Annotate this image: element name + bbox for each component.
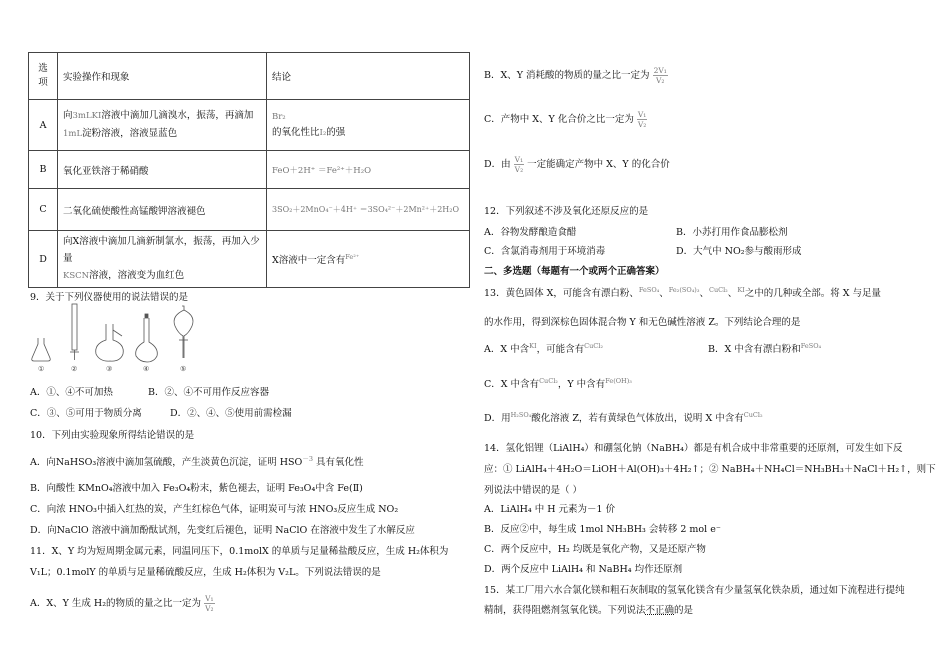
table-row-a (29, 100, 470, 151)
row-d-option: D (29, 231, 58, 288)
row-d-conclusion (267, 231, 470, 288)
q13-option-b (708, 341, 821, 355)
q13-a-formula1: KI (529, 341, 537, 350)
q13-sep3: 、 (727, 288, 738, 299)
row-d-con-formula: Fe²⁺ (345, 252, 360, 261)
table-row-b (29, 151, 470, 189)
q13-formula1: FeSO₄ (638, 285, 660, 294)
q11-c-text: C．产物中 X、Y 化合价之比一定为 (484, 114, 634, 125)
label-2: ② (71, 365, 78, 372)
q13-option-c (484, 376, 632, 390)
label-4: ④ (143, 365, 150, 372)
q12-option-c: C．含氯消毒剂用于环境消毒 (484, 246, 606, 257)
q14-option-d: D．两个反应中 LiAlH₄ 和 NaBH₄ 均作还原剂 (484, 564, 683, 575)
q11-d-denominator: V₂ (514, 165, 524, 174)
q15-text1: 精制，获得阻燃剂氢氧化镁。下列说法 (484, 605, 646, 616)
q13-sep2: 、 (699, 288, 709, 299)
table-row-c (29, 189, 470, 231)
volumetric-flask-icon (136, 314, 158, 362)
q13-text2: 之中的几种或全部。将 X 与足量 (744, 288, 882, 299)
separatory-funnel-icon (174, 306, 193, 358)
burette-icon (70, 304, 79, 360)
q12-option-a: A．谷物发酵酿造食醋 (484, 227, 577, 238)
q15-stem-line2 (484, 602, 693, 616)
row-b-option: B (29, 151, 58, 189)
q14-option-c: C．两个反应中，H₂ 均既是氧化产物，又是还原产物 (484, 544, 706, 555)
q10-option-a (30, 454, 364, 468)
q11-b-fraction (653, 66, 668, 85)
q11-b-text: B．X、Y 消耗酸的物质的量之比一定为 (484, 70, 650, 81)
q11-d-text2: 一定能确定产物中 X、Y 的化合价 (527, 159, 670, 170)
q11-a-denominator: V₂ (205, 604, 214, 613)
q11-d-fraction (514, 155, 524, 174)
q13-d-formula2: CuCl₂ (743, 410, 763, 419)
header-operation: 实验操作和现象 (58, 53, 267, 100)
q10-a-text: A．向NaHSO₃溶液中滴加氢硫酸，产生淡黄色沉淀，证明 HSO (30, 457, 303, 469)
round-flask-icon (96, 324, 124, 361)
q11-option-c (484, 110, 647, 129)
q11-c-numerator: V₁ (637, 110, 647, 119)
row-d-op-text2: 溶液，溶液变为血红色 (89, 270, 185, 281)
row-a-con-formula2: I₂ (319, 128, 327, 138)
label-5: ⑤ (180, 365, 187, 372)
row-c-conclusion: 3SO₂＋2MnO₄⁻＋4H⁺ ＝3SO₄²⁻＋2Mn²⁺＋2H₂O (267, 189, 470, 231)
q11-option-b (484, 66, 668, 85)
q13-d-text1: D．用 (484, 413, 511, 424)
q12-option-d: D．大气中 NO₂参与酸雨形成 (676, 246, 802, 257)
table-row-d (29, 231, 470, 288)
q13-a-text2: ，可能含有 (536, 344, 585, 355)
row-c-operation: 二氧化硫使酸性高锰酸钾溶液褪色 (58, 189, 267, 231)
label-1: ① (38, 365, 45, 372)
q11-b-numerator: 2V₁ (653, 66, 667, 75)
row-b-operation: 氧化亚铁溶于稀硝酸 (58, 151, 267, 189)
q11-d-text1: D．由 (484, 159, 511, 170)
q11-c-denominator: V₂ (637, 120, 647, 129)
row-a-op-formula1: 3mLKI (72, 111, 102, 121)
row-d-op-formula: KSCN (63, 271, 90, 281)
q13-formula2: Fe₂(SO₄)₃ (668, 285, 700, 294)
q10-a-sup: －3 (302, 455, 313, 463)
q15-emphasis: 不正确 (645, 605, 675, 616)
row-a-op-text1: 向 (63, 110, 73, 121)
row-a-op-text3: 淀粉溶液，溶液显蓝色 (82, 128, 178, 139)
q10-option-d: D．向NaClO 溶液中滴加酚酞试剂，先变红后褪色，证明 NaClO 在溶液中发生了水解反应 (30, 525, 415, 536)
row-a-operation (58, 100, 267, 151)
q14-stem-line3: 列说法中错误的是（ ） (484, 485, 583, 496)
q13-c-formula1: CuCl₂ (539, 376, 558, 385)
beaker-icon (32, 338, 51, 361)
q11-a-text: A．X、Y 生成 H₂的物质的量之比一定为 (30, 598, 202, 609)
q10-a-text2: 具有氧化性 (312, 457, 364, 469)
q11-stem-line2: V₁L；0.1molY 的单质与足量稀硫酸反应，生成 H₂体积为 V₂L。下列说法错误的是 (30, 567, 381, 578)
label-3: ③ (106, 365, 113, 372)
q13-b-formula: FeSO₄ (800, 341, 822, 350)
q10-option-b: B．向酸性 KMnO₄溶液中加入 Fe₃O₄粉末，紫色褪去，证明 Fe₃O₄中含 Fe(Ⅱ) (30, 483, 363, 494)
q12-stem: 12．下列叙述不涉及氧化还原反应的是 (484, 206, 649, 217)
q11-stem-line1: 11．X、Y 均为短周期金属元素，同温同压下，0.1molX 的单质与足量稀盐酸反应，生成 H₂体积为 (30, 546, 449, 557)
q13-option-a (484, 341, 603, 355)
row-d-op-text1: 向X溶液中滴加几滴新制氯水，振荡，再加入少量 (63, 236, 260, 264)
row-d-operation (58, 231, 267, 288)
q14-option-a: A．LiAlH₄ 中 H 元素为－1 价 (484, 504, 616, 515)
q14-stem-line2: 应：① LiAlH₄＋4H₂O＝LiOH＋Al(OH)₃＋4H₂↑；② NaBH₄＋NH₄Cl＝NH₃BH₃＋NaCl＋H₂↑，则下 (484, 464, 936, 475)
q11-c-fraction (637, 110, 647, 129)
q13-stem-line2: 的水作用，得到深棕色固体混合物 Y 和无色碱性溶液 Z。下列结论合理的是 (484, 317, 801, 328)
q12-option-b: B．小苏打用作食品膨松剂 (676, 227, 788, 238)
q9-stem: 9．关于下列仪器使用的说法错误的是 (30, 292, 189, 303)
q13-c-text2: ，Y 中含有 (557, 379, 606, 390)
q13-sep1: 、 (659, 288, 669, 299)
q11-d-numerator: V₁ (514, 155, 524, 164)
row-b-conclusion: FeO＋2H⁺ ＝Fe²⁺＋H₂O (267, 151, 470, 189)
q13-b-text: B．X 中含有漂白粉和 (708, 344, 801, 355)
q13-option-d (484, 410, 763, 424)
q15-stem-line1: 15．某工厂用六水合氯化镁和粗石灰制取的氢氧化镁含有少量氢氧化铁杂质，通过如下流程进行提纯 (484, 585, 905, 596)
q13-a-formula2: CuCl₂ (584, 341, 603, 350)
q13-a-text1: A．X 中含 (484, 344, 530, 355)
q11-option-d (484, 155, 670, 174)
q13-c-formula2: Fe(OH)₃ (605, 376, 632, 385)
q9-option-d: D．②、④、⑤使用前需检漏 (170, 408, 292, 419)
row-a-conclusion (267, 100, 470, 151)
header-option-line1: 选 (38, 63, 48, 74)
header-conclusion: 结论 (267, 53, 470, 100)
q13-formula3: CuCl₂ (708, 285, 728, 294)
q11-a-fraction (204, 594, 214, 613)
row-a-option: A (29, 100, 58, 151)
q9-option-c: C．③、⑤可用于物质分离 (30, 408, 142, 419)
q10-stem: 10．下列由实验现象所得结论错误的是 (30, 430, 195, 441)
header-option-line2: 项 (38, 77, 48, 88)
q10-option-c: C．向浓 HNO₃中插入红热的炭，产生红棕色气体，证明炭可与浓 HNO₃反应生成 NO₂ (30, 504, 399, 515)
row-a-con-text2: 的强 (326, 127, 346, 138)
section-multiple-choice-title: 二、多选题（每题有一个或两个正确答案） (484, 266, 665, 277)
q14-stem-line1: 14．氢化铝锂（LiAlH₄）和硼氢化钠（NaBH₄）都是有机合成中非常重要的还原剂，可发生如下反 (484, 443, 903, 454)
q13-d-text2: 酸化溶液 Z，若有黄绿色气体放出，说明 X 中含有 (531, 413, 744, 424)
table-header-row (29, 53, 470, 100)
q11-b-denominator: V₂ (655, 76, 665, 85)
row-d-con-text: X溶液中一定含有 (272, 255, 346, 266)
experiment-table (28, 52, 470, 288)
left-column (28, 52, 472, 288)
q14-option-b: B．反应②中，每生成 1mol NH₃BH₃ 会转移 2 mol e⁻ (484, 524, 721, 535)
q13-c-text1: C．X 中含有 (484, 379, 540, 390)
apparatus-figure (30, 300, 230, 372)
row-a-con-formula1: Br₂ (272, 112, 286, 122)
q11-option-a (30, 594, 215, 613)
row-a-op-text2: 溶液中滴加几滴溴水，振荡，再滴加 (101, 110, 254, 121)
q13-d-formula1: H₂SO₄ (510, 410, 532, 419)
q13-text1: 13．黄色固体 X，可能含有漂白粉、 (484, 288, 639, 299)
q13-stem-line1 (484, 285, 881, 299)
q9-option-a: A．①、④不可加热 (30, 387, 113, 398)
row-a-op-formula2: 1mL (63, 129, 83, 139)
header-option (29, 53, 58, 100)
q9-option-b: B．②、④不可用作反应容器 (148, 387, 269, 398)
row-c-option: C (29, 189, 58, 231)
row-a-con-text1: 的氧化性比 (272, 127, 320, 138)
q15-text2: 的是 (674, 605, 694, 616)
q13-formula4: KI (737, 285, 745, 294)
q11-a-numerator: V₁ (205, 594, 214, 603)
